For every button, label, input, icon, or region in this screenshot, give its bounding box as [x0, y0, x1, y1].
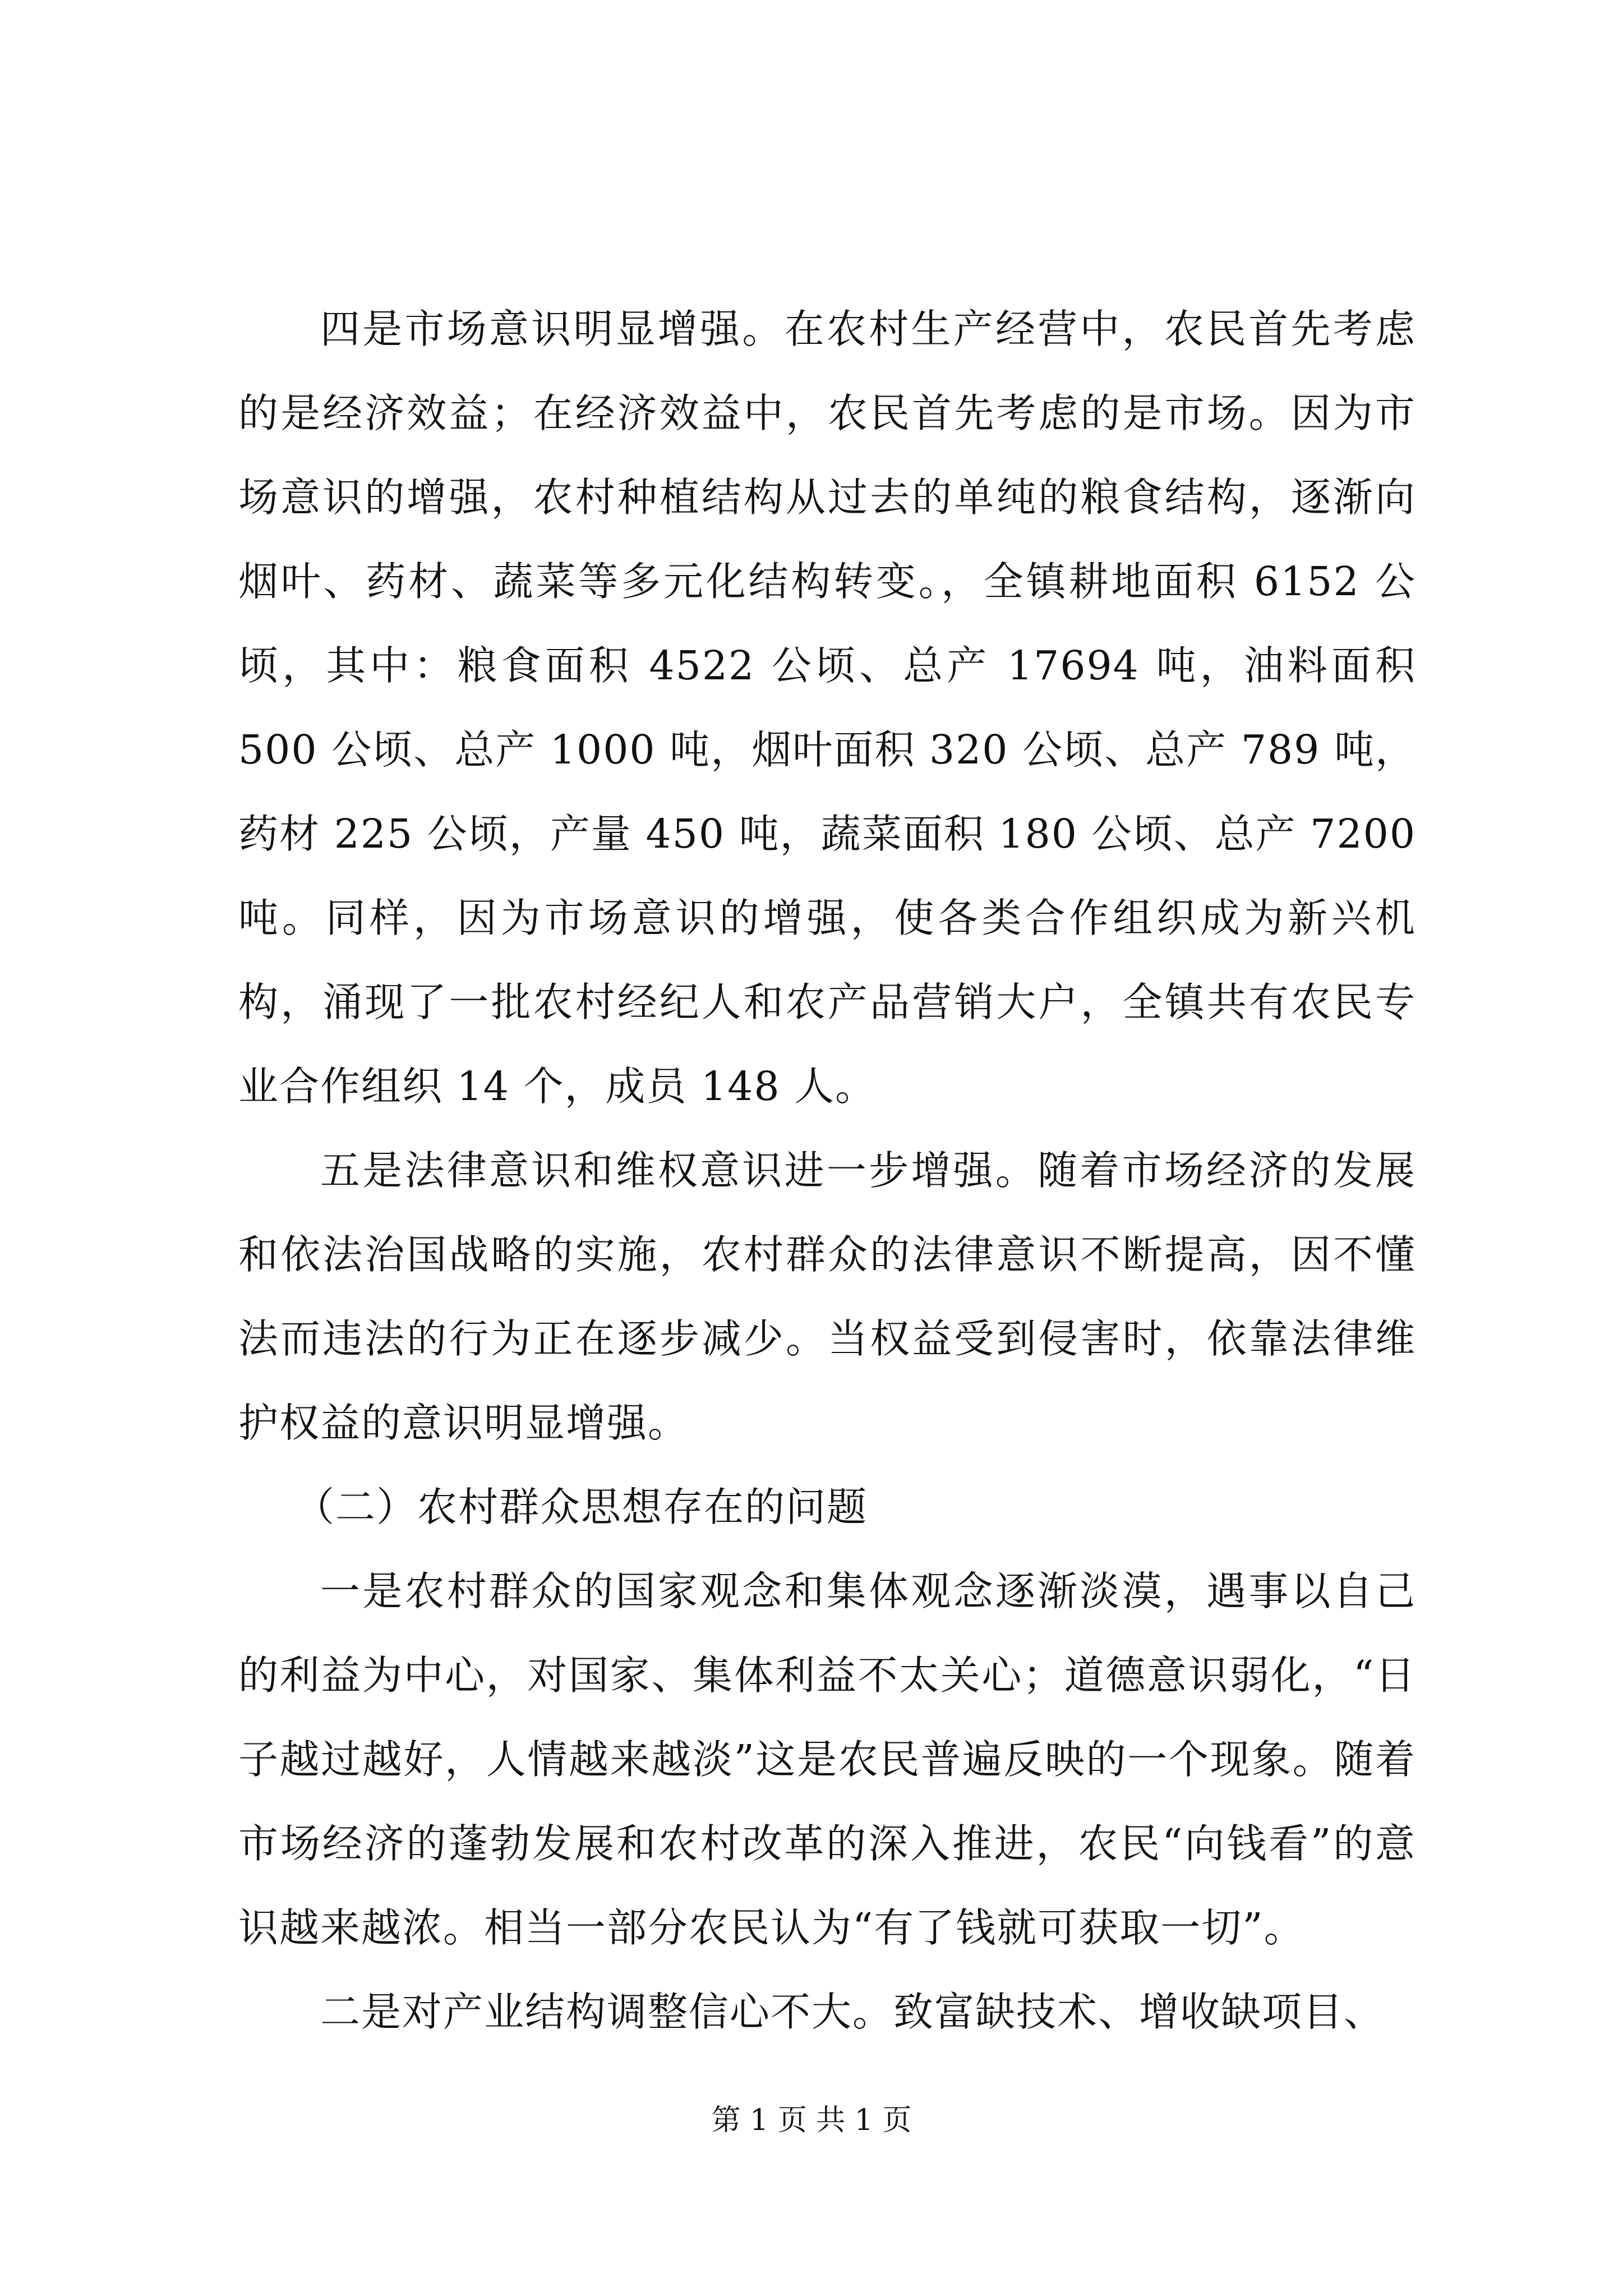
paragraph-legal-awareness: 五是法律意识和维权意识进一步增强。随着市场经济的发展和依法治国战略的实施，农村群众的法律意识不断提高，因不懂法而违法的行为正在逐步减少。当权益受到侵害时，依靠法律维护权益的意识明显增强。 [238, 1147, 1416, 1446]
paragraph-collective-awareness: 一是农村群众的国家观念和集体观念逐渐淡漠，遇事以自己的利益为中心，对国家、集体利益不太关心；道德意识弱化，“日子越过越好，人情越来越淡”这是农民普遍反映的一个现象。随着市场经济的蓬勃发展和农村改革的深入推进，农民“向钱看”的意识越来越浓。相当一部分农民认为“有了钱就可获取一切”。 [238, 1568, 1416, 1951]
page-footer: 第 1 页 共 1 页 [711, 2104, 912, 2137]
section-heading: （二）农村群众思想存在的问题 [294, 1484, 868, 1530]
paragraph-market-awareness: 四是市场意识明显增强。在农村生产经营中，农民首先考虑的是经济效益；在经济效益中，农民首先考虑的是市场。因为市场意识的增强，农村种植结构从过去的单纯的粮食结构，逐渐向烟叶、药材、蔬菜等多元化结构转变。，全镇耕地面积 6152 公顷，其中：粮食面积 4522 公顷、总产 17694 吨，油料面积 500 公顷、总产 1000 吨，烟叶面积 320 公顷、总产 789 吨，药材 225 公顷，产量 450 吨，蔬菜面积 180 公顷、总产 7200 吨。同样，因为市场意识的增强，使各类合作组织成为新兴机构，涌现了一批农村经纪人和农产品营销大户，全镇共有农民专业合作组织 14 个，成员 148 人。 [238, 306, 1416, 1110]
paragraph-industry-structure: 二是对产业结构调整信心不大。致富缺技术、增收缺项目、 [320, 1989, 1385, 2035]
document-body [238, 287, 1416, 2054]
